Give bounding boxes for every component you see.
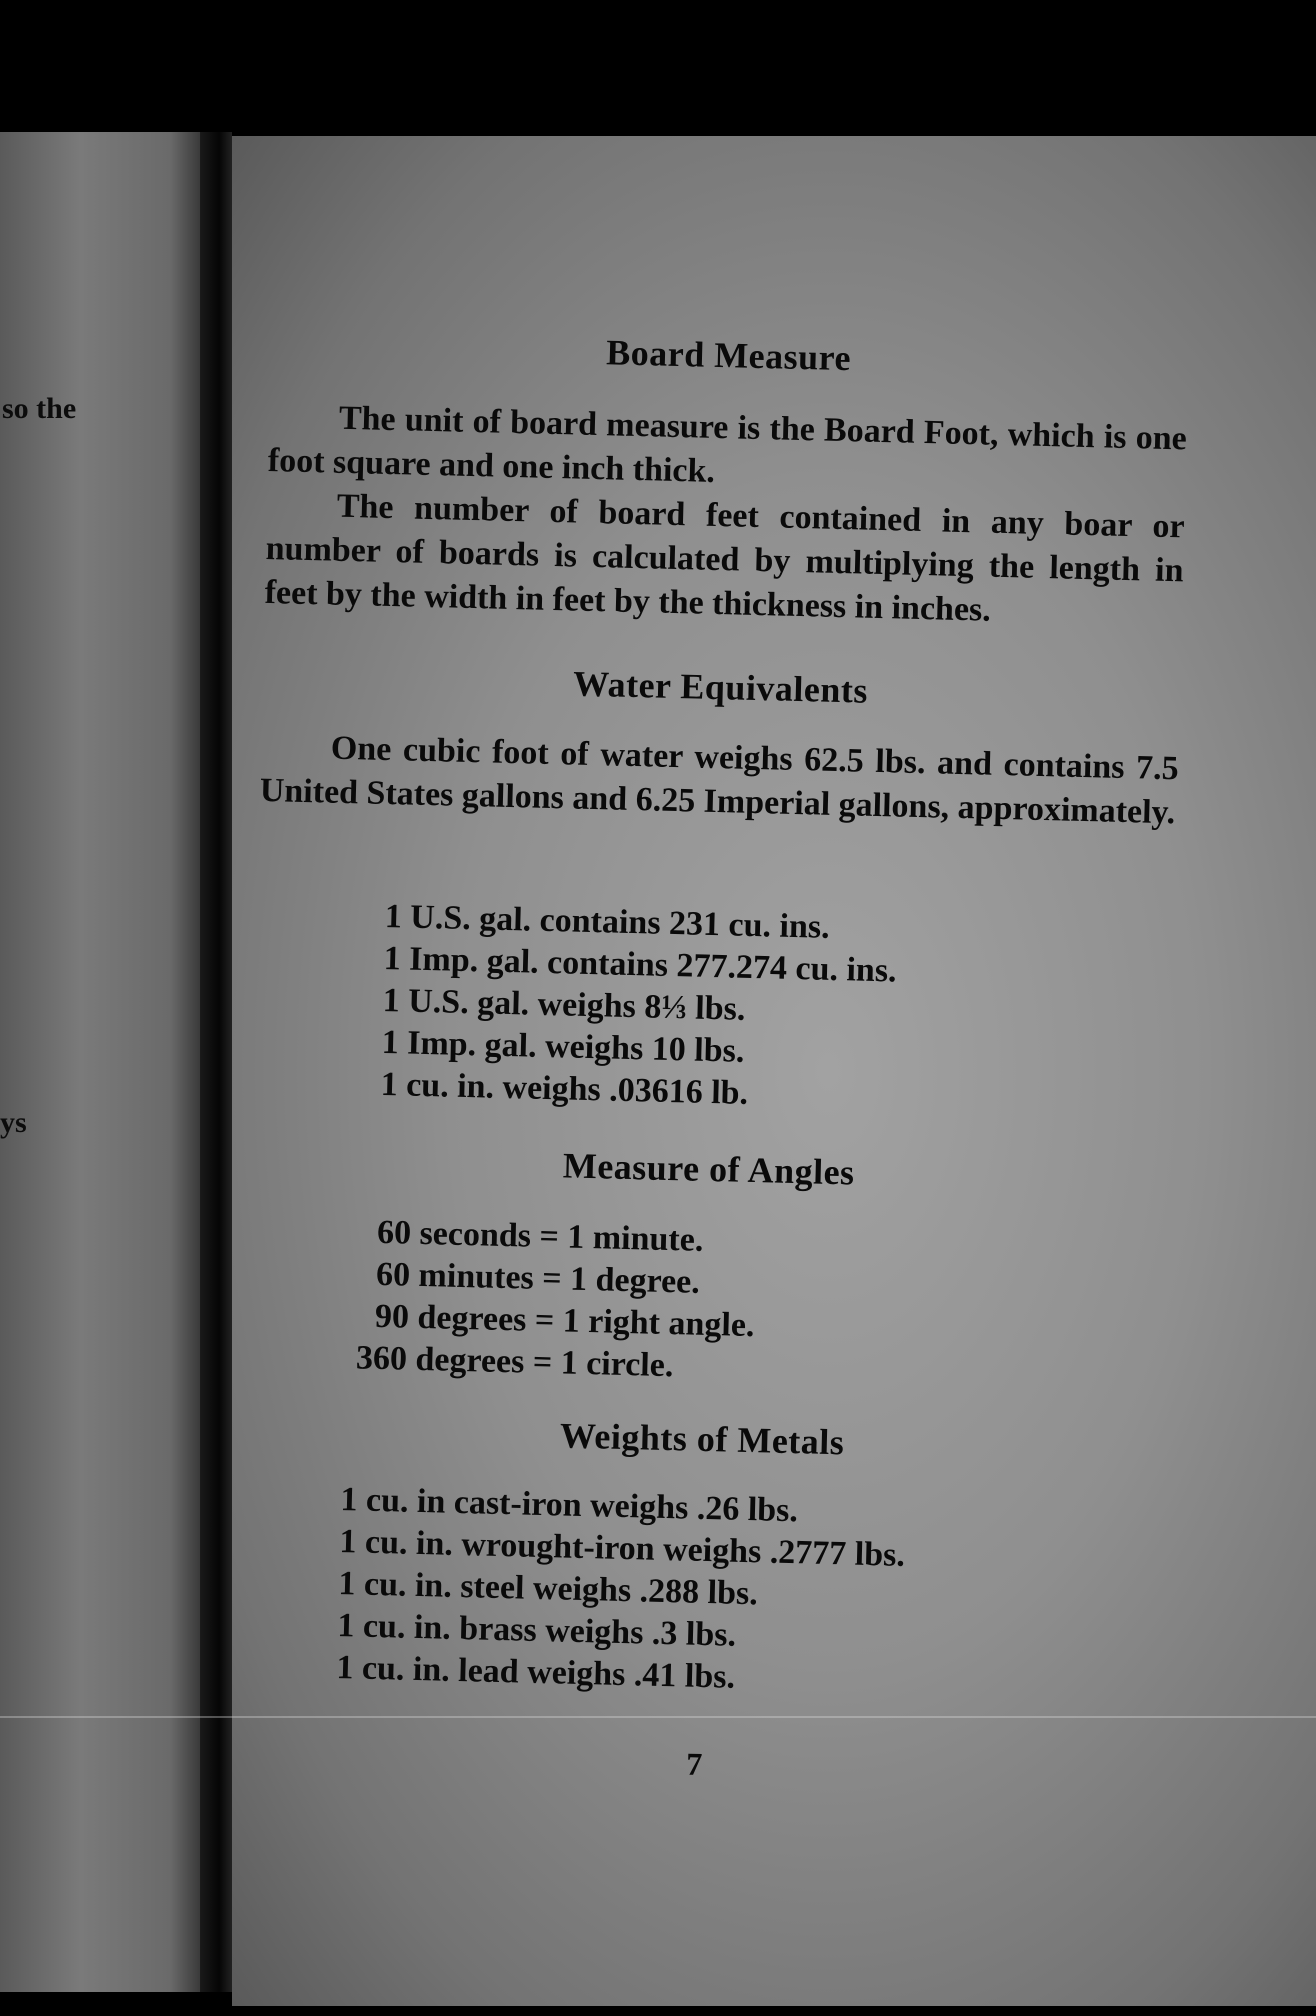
angle-line: 90 degrees = 1 right angle. (374, 1297, 755, 1345)
metal-weight-line: 1 cu. in. wrought-iron weighs .2777 lbs. (339, 1523, 906, 1574)
metal-weight-line: 1 cu. in. lead weighs .41 lbs. (336, 1649, 736, 1696)
metal-weight-line: 1 cu. in. brass weighs .3 lbs. (337, 1607, 737, 1654)
angle-line: 60 seconds = 1 minute. (376, 1213, 704, 1259)
metal-weight-line: 1 cu. in. steel weighs .288 lbs. (338, 1565, 759, 1613)
metal-weight-line: 1 cu. in cast-iron weighs .26 lbs. (340, 1481, 799, 1530)
water-equivalent-line: 1 Imp. gal. weighs 10 lbs. (381, 1023, 745, 1070)
board-measure-paragraph: The number of board feet contained in any boar or number of boards is calculated by multiplying the length in feet by the width in feet by the thickness in inches. (264, 487, 1186, 629)
page-number: 7 (685, 1745, 703, 1782)
water-equivalents-paragraph: One cubic foot of water weighs 62.5 lbs. and contains 7.5 United States gallons and 6.25 Imperial gallons, approximately. (259, 729, 1180, 832)
angle-line: 360 degrees = 1 circle. (355, 1339, 674, 1385)
water-equivalent-line: 1 Imp. gal. contains 277.274 cu. ins. (383, 939, 898, 990)
measure-of-angles-heading: Measure of Angles (562, 1145, 856, 1193)
water-equivalent-line: 1 U.S. gal. contains 231 cu. ins. (384, 897, 831, 946)
left-page-fragment: so the (2, 392, 77, 425)
board-measure-paragraph: The unit of board measure is the Board Foot, which is one foot square and one inch thick. (267, 399, 1188, 490)
board-measure-heading: Board Measure (605, 332, 852, 379)
scan-artifact-line (0, 1716, 1316, 1718)
water-equivalents-heading: Water Equivalents (572, 663, 869, 711)
left-page-fragment: ys (0, 1106, 27, 1139)
water-equivalent-line: 1 cu. in. weighs .03616 lb. (380, 1065, 749, 1112)
page-content (208, 125, 1316, 2016)
water-equivalent-line: 1 U.S. gal. weighs 8⅓ lbs. (382, 981, 746, 1028)
weights-of-metals-heading: Weights of Metals (559, 1415, 845, 1463)
angle-line: 60 minutes = 1 degree. (375, 1255, 701, 1301)
